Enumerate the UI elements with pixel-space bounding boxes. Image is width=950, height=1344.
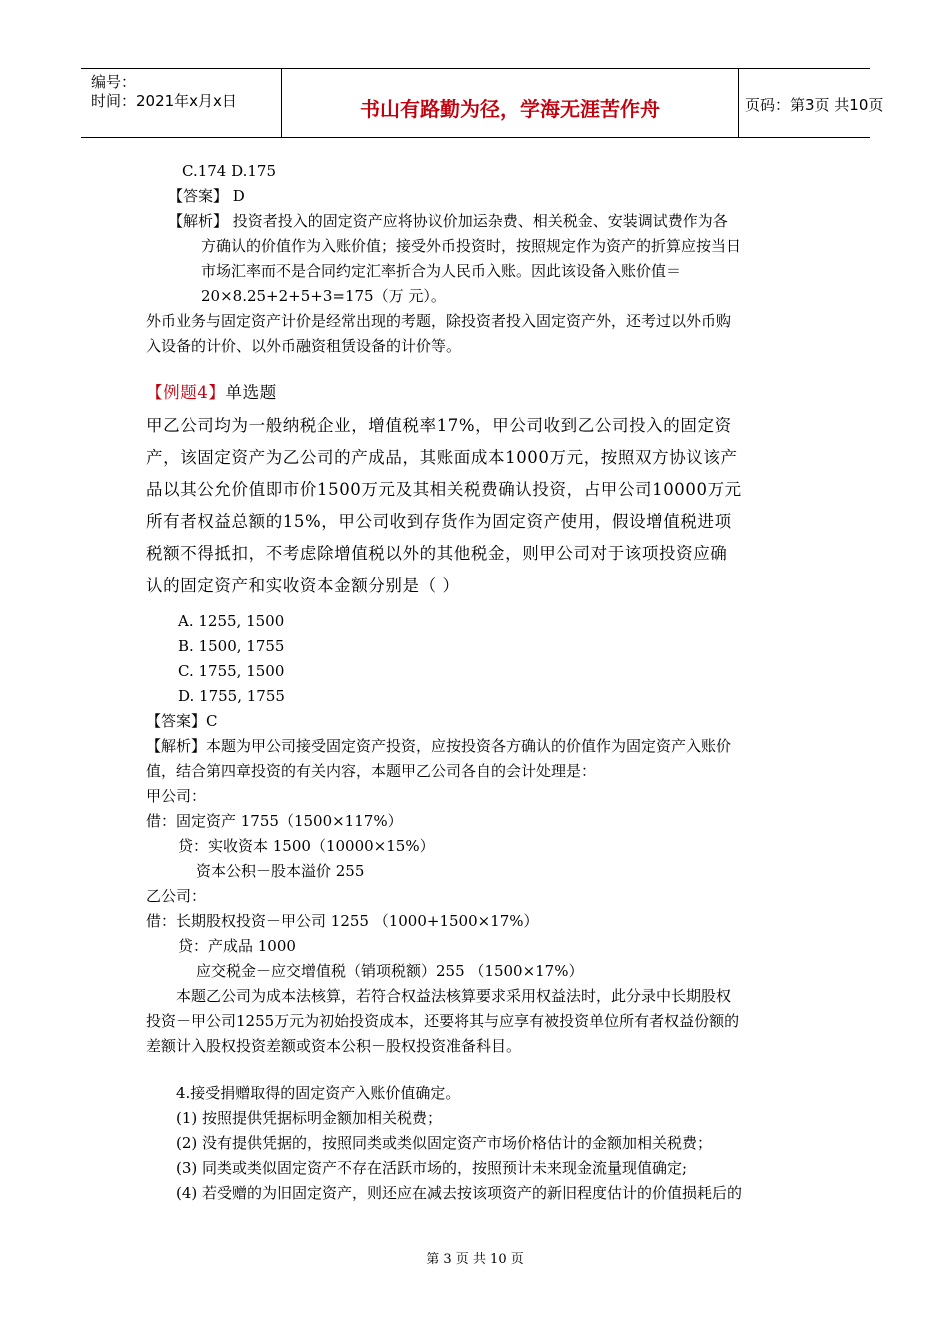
header-center-cell — [281, 69, 739, 137]
analysis-line: 乙公司： — [146, 887, 207, 905]
list-item: (4) 若受赠的为旧固定资产，则还应在减去按该项资产的新旧程度估计的价值损耗后的 — [176, 1184, 743, 1202]
page-footer: 第 3 页 共 10 页 — [426, 1252, 524, 1267]
analysis-line: 市场汇率而不是合同约定汇率折合为人民币入账。因此该设备入账价值＝ — [201, 262, 682, 280]
list-item: (2) 没有提供凭据的，按照同类或类似固定资产市场价格估计的金额加相关税费； — [176, 1134, 713, 1152]
header-left-cell — [81, 69, 281, 137]
option-c: C. 1755, 1500 — [178, 662, 285, 680]
question-line: 品以其公允价值即市价1500万元及其相关税费确认投资，占甲公司10000万元 — [146, 480, 742, 499]
analysis-line: 20×8.25+2+5+3=175（万 元）。 — [201, 287, 446, 305]
option-cd-line: C.174 D.175 — [182, 162, 276, 180]
header-motto: 书山有路勤为径，学海无涯苦作舟 — [360, 97, 660, 121]
header-number: 编号： — [91, 73, 137, 91]
analysis-line: 方确认的价值作为入账价值；接受外币投资时，按照规定作为资产的折算应按当日 — [201, 237, 742, 255]
journal-entry: 借：长期股权投资－甲公司 1255 （1000+1500×17%） — [146, 912, 539, 930]
question-line: 产，该固定资产为乙公司的产成品，其账面成本1000万元，按照双方协议该产 — [146, 448, 738, 467]
journal-entry: 贷：实收资本 1500（10000×15%） — [178, 837, 435, 855]
note-line: 外币业务与固定资产计价是经常出现的考题，除投资者投入固定资产外，还考过以外币购 — [146, 312, 732, 330]
question-line: 认的固定资产和实收资本金额分别是（ ） — [146, 576, 460, 595]
note-line: 入设备的计价、以外币融资租赁设备的计价等。 — [146, 337, 462, 355]
header-date: 时间：2021年x月x日 — [91, 92, 237, 110]
analysis-line: 【解析】 投资者投入的固定资产应将协议价加运杂费、相关税金、安装调试费作为各 — [168, 212, 728, 230]
header-right-cell — [737, 69, 884, 137]
analysis-line: 值，结合第四章投资的有关内容，本题甲乙公司各自的会计处理是： — [146, 762, 597, 780]
journal-entry: 资本公积－股本溢价 255 — [196, 862, 365, 880]
analysis-line: 本题乙公司为成本法核算，若符合权益法核算要求采用权益法时，此分录中长期股权 — [176, 987, 732, 1005]
page-header — [81, 68, 884, 138]
journal-entry: 应交税金－应交增值税（销项税额）255 （1500×17%） — [196, 962, 584, 980]
answer-line: 【答案】C — [146, 712, 218, 730]
analysis-line: 差额计入股权投资差额或资本公积－股权投资准备科目。 — [146, 1037, 522, 1055]
journal-entry: 借：固定资产 1755（1500×117%） — [146, 812, 403, 830]
question-line: 所有者权益总额的15%，甲公司收到存货作为固定资产使用，假设增值税进项 — [146, 512, 732, 531]
list-item: (3) 同类或类似固定资产不存在活跃市场的，按照预计未来现金流量现值确定; — [176, 1159, 688, 1177]
list-item: (1) 按照提供凭据标明金额加相关税费； — [176, 1109, 443, 1127]
option-a: A. 1255, 1500 — [178, 612, 285, 630]
analysis-line: 【解析】本题为甲公司接受固定资产投资，应按投资各方确认的价值作为固定资产入账价 — [146, 737, 732, 755]
example-tag: 【例题4】 — [146, 383, 226, 402]
journal-entry: 贷：产成品 1000 — [178, 937, 296, 955]
example-type: 单选题 — [225, 383, 277, 402]
question-line: 甲乙公司均为一般纳税企业，增值税率17%，甲公司收到乙公司投入的固定资 — [146, 416, 732, 435]
example-heading — [146, 383, 277, 403]
question-line: 税额不得抵扣，不考虑除增值税以外的其他税金，则甲公司对于该项投资应确 — [146, 544, 728, 563]
option-d: D. 1755, 1755 — [178, 687, 285, 705]
header-page-number: 页码：第3页 共10页 — [745, 96, 884, 114]
analysis-line: 投资－甲公司1255万元为初始投资成本，还要将其与应享有被投资单位所有者权益份额的 — [146, 1012, 740, 1030]
section-heading: 4.接受捐赠取得的固定资产入账价值确定。 — [176, 1084, 461, 1102]
answer-line: 【答案】 D — [168, 187, 245, 205]
option-b: B. 1500, 1755 — [178, 637, 285, 655]
analysis-line: 甲公司： — [146, 787, 207, 805]
